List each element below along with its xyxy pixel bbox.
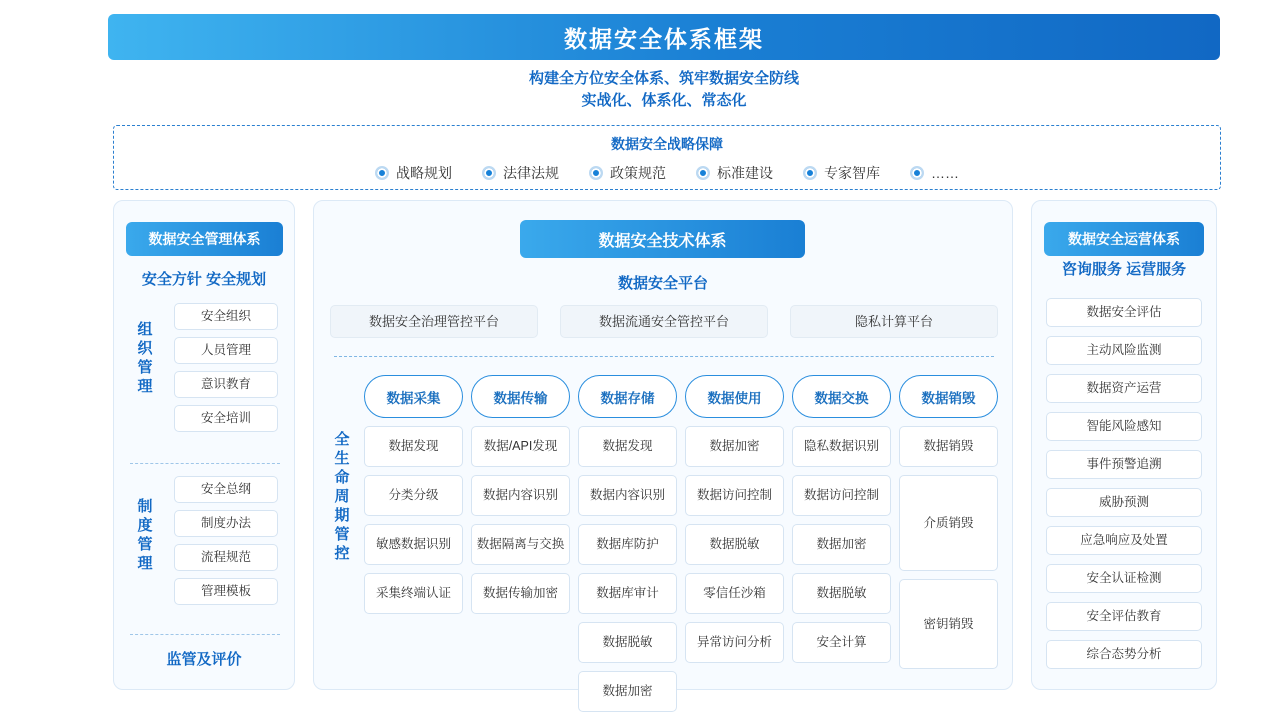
list-item: 数据加密 xyxy=(792,524,891,565)
list-item: 数据传输加密 xyxy=(471,573,570,614)
list-item: 主动风险监测 xyxy=(1046,336,1202,365)
list-item: 敏感数据识别 xyxy=(364,524,463,565)
list-item: 数据脱敏 xyxy=(578,622,677,663)
list-item: 采集终端认证 xyxy=(364,573,463,614)
list-item: 意识教育 xyxy=(174,371,278,398)
management-footer-label: 监管及评价 xyxy=(166,651,242,668)
list-item: 数据加密 xyxy=(578,671,677,712)
management-divider-bottom xyxy=(130,634,280,635)
list-item: 制度办法 xyxy=(174,510,278,537)
list-item: 综合态势分析 xyxy=(1046,640,1202,669)
lifecycle-columns xyxy=(364,375,998,712)
lifecycle-vertical-label: 全 生 命 周 期 管 控 xyxy=(334,431,350,562)
list-item: 数据库审计 xyxy=(578,573,677,614)
list-item: 异常访问分析 xyxy=(685,622,784,663)
strategy-item-list xyxy=(114,163,1220,183)
bullet-dot-icon xyxy=(482,166,496,180)
operations-subtitle: 咨询服务 运营服务 xyxy=(1061,261,1187,278)
strategy-section-title: 数据安全战略保障 xyxy=(611,136,723,152)
platform-item: 隐私计算平台 xyxy=(790,305,998,338)
list-item: 数据/API发现 xyxy=(471,426,570,467)
technology-panel-title: 数据安全技术体系 xyxy=(520,220,805,258)
strategy-guarantee-section xyxy=(113,125,1221,190)
technology-divider xyxy=(334,356,994,357)
bullet-dot-icon xyxy=(589,166,603,180)
list-item: 数据安全评估 xyxy=(1046,298,1202,327)
list-item: 安全总纲 xyxy=(174,476,278,503)
list-item: 应急响应及处置 xyxy=(1046,526,1202,555)
strategy-item xyxy=(696,163,773,183)
management-subtitle: 安全方针 安全规划 xyxy=(141,271,267,288)
list-item: 管理模板 xyxy=(174,578,278,605)
strategy-item-label: 标准建设 xyxy=(717,165,773,181)
list-item: 数据脱敏 xyxy=(792,573,891,614)
list-item: 数据脱敏 xyxy=(685,524,784,565)
lifecycle-column-header: 数据使用 xyxy=(685,375,784,418)
list-item: 数据库防护 xyxy=(578,524,677,565)
list-item: 分类分级 xyxy=(364,475,463,516)
strategy-item xyxy=(482,163,559,183)
management-group-org-list xyxy=(174,303,278,432)
platform-item: 数据安全治理管控平台 xyxy=(330,305,538,338)
list-item: 安全认证检测 xyxy=(1046,564,1202,593)
strategy-item-label: 政策规范 xyxy=(610,165,666,181)
lifecycle-column-exchange xyxy=(792,375,891,712)
management-panel-title: 数据安全管理体系 xyxy=(126,222,283,256)
lifecycle-column-collect xyxy=(364,375,463,712)
list-item: 数据内容识别 xyxy=(471,475,570,516)
platform-section-title: 数据安全平台 xyxy=(617,275,708,292)
list-item: 数据资产运营 xyxy=(1046,374,1202,403)
bullet-dot-icon xyxy=(910,166,924,180)
list-item: 数据发现 xyxy=(578,426,677,467)
platform-item: 数据流通安全管控平台 xyxy=(560,305,768,338)
list-item: 数据销毁 xyxy=(899,426,998,467)
strategy-item-label: 法律法规 xyxy=(503,165,559,181)
list-item: 安全组织 xyxy=(174,303,278,330)
list-item: 事件预警追溯 xyxy=(1046,450,1202,479)
subtitle-line-1: 构建全方位安全体系、筑牢数据安全防线 xyxy=(528,70,799,87)
strategy-item xyxy=(589,163,666,183)
list-item: 数据发现 xyxy=(364,426,463,467)
lifecycle-column-header: 数据传输 xyxy=(471,375,570,418)
page-title: 数据安全体系框架 xyxy=(108,14,1220,60)
list-item: 密钥销毁 xyxy=(899,579,998,669)
platform-list xyxy=(330,305,998,338)
list-item: 介质销毁 xyxy=(899,475,998,571)
lifecycle-column-header: 数据销毁 xyxy=(899,375,998,418)
lifecycle-column-header: 数据存储 xyxy=(578,375,677,418)
list-item: 安全计算 xyxy=(792,622,891,663)
management-group-system-list xyxy=(174,476,278,605)
lifecycle-column-transmit xyxy=(471,375,570,712)
strategy-item-label: 专家智库 xyxy=(824,165,880,181)
bullet-dot-icon xyxy=(696,166,710,180)
page-subtitle xyxy=(108,68,1220,112)
strategy-item-label: …… xyxy=(931,165,959,181)
lifecycle-column-use xyxy=(685,375,784,712)
lifecycle-column-header: 数据交换 xyxy=(792,375,891,418)
lifecycle-column-store xyxy=(578,375,677,712)
list-item: 数据访问控制 xyxy=(792,475,891,516)
list-item: 人员管理 xyxy=(174,337,278,364)
list-item: 数据访问控制 xyxy=(685,475,784,516)
list-item: 数据内容识别 xyxy=(578,475,677,516)
operations-item-list xyxy=(1046,298,1202,669)
list-item: 安全评估教育 xyxy=(1046,602,1202,631)
list-item: 零信任沙箱 xyxy=(685,573,784,614)
list-item: 智能风险感知 xyxy=(1046,412,1202,441)
list-item: 流程规范 xyxy=(174,544,278,571)
strategy-item xyxy=(375,163,452,183)
subtitle-line-2: 实战化、体系化、常态化 xyxy=(581,92,747,109)
strategy-item xyxy=(803,163,880,183)
list-item: 威胁预测 xyxy=(1046,488,1202,517)
lifecycle-column-header: 数据采集 xyxy=(364,375,463,418)
operations-panel-title: 数据安全运营体系 xyxy=(1044,222,1204,256)
lifecycle-column-destroy xyxy=(899,375,998,712)
bullet-dot-icon xyxy=(375,166,389,180)
management-group-label-org: 组织管理 xyxy=(137,321,153,395)
list-item: 隐私数据识别 xyxy=(792,426,891,467)
strategy-item-label: 战略规划 xyxy=(396,165,452,181)
management-divider xyxy=(130,463,280,464)
list-item: 数据加密 xyxy=(685,426,784,467)
strategy-item xyxy=(910,165,959,181)
management-group-label-system: 制度管理 xyxy=(137,498,153,572)
bullet-dot-icon xyxy=(803,166,817,180)
list-item: 数据隔离与交换 xyxy=(471,524,570,565)
list-item: 安全培训 xyxy=(174,405,278,432)
